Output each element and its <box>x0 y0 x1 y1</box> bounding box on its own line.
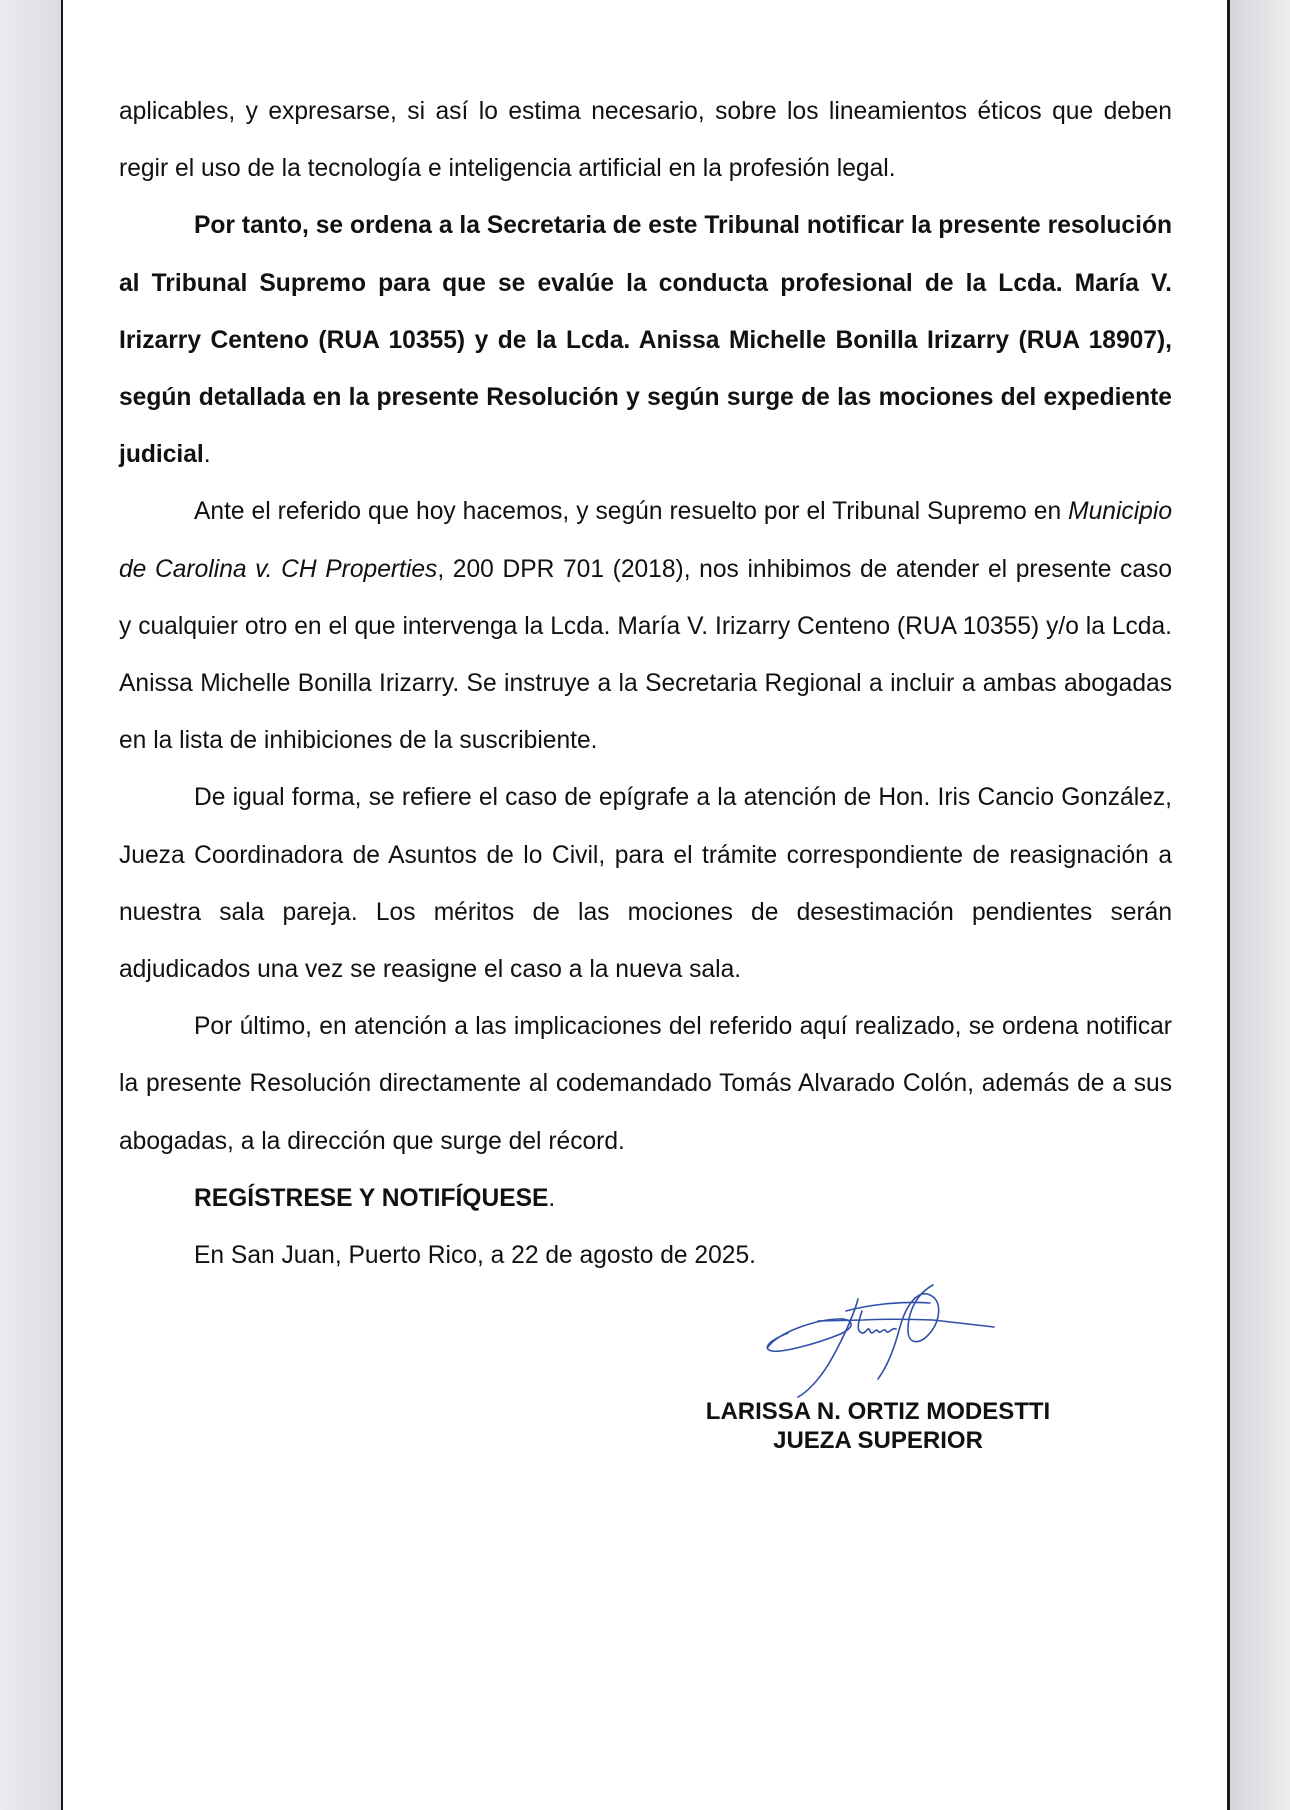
text-line: adjudicados una vez se reasigne el caso a la nueva sala. <box>119 956 742 984</box>
text-line: Irizarry Centeno (RUA 10355) y de la Lcda. Anissa Michelle Bonilla Irizarry (RUA 18907), <box>119 326 1172 354</box>
punctuation: . <box>548 1184 556 1212</box>
text-line: al Tribunal Supremo para que se evalúe la conducta profesional de la Lcda. María V. <box>119 269 1172 297</box>
text-line: Jueza Coordinadora de Asuntos de lo Civil, para el trámite correspondiente de reasignación a <box>119 841 1172 869</box>
paragraph-inhibition <box>119 483 1172 769</box>
text-line: en la lista de inhibiciones de la suscribiente. <box>119 727 598 755</box>
text-segment: Ante el referido que hoy hacemos, y según resuelto por el Tribunal Supremo en <box>194 498 1069 526</box>
text-line: De igual forma, se refiere el caso de epígrafe a la atención de Hon. Iris Cancio González, <box>194 784 1172 812</box>
document-page <box>61 0 1230 1810</box>
place-date: En San Juan, Puerto Rico, a 22 de agosto de 2025. <box>194 1242 756 1270</box>
text-line: la presente Resolución directamente al codemandado Tomás Alvarado Colón, además de a sus <box>119 1070 1172 1098</box>
viewer-right-margin <box>1230 0 1290 1810</box>
text-line: Por último, en atención a las implicaciones del referido aquí realizado, se ordena notificar <box>194 1013 1172 1041</box>
punctuation: . <box>203 441 211 469</box>
text-line: nuestra sala pareja. Los méritos de las mociones de desestimación pendientes serán <box>119 898 1172 926</box>
text-line <box>119 426 1172 483</box>
text-line: regir el uso de la tecnología e inteligencia artificial en la profesión legal. <box>119 155 896 183</box>
text-line <box>119 483 1172 540</box>
document-body <box>119 83 1172 1284</box>
text-line: Anissa Michelle Bonilla Irizarry. Se instruye a la Secretaria Regional a incluir a ambas abogadas <box>119 670 1172 698</box>
signer-name: LARISSA N. ORTIZ MODESTTI <box>705 1398 1051 1425</box>
register-notify-line <box>119 1170 1172 1227</box>
text-line: aplicables, y expresarse, si así lo estima necesario, sobre los lineamientos éticos que deben <box>119 98 1172 125</box>
handwritten-signature <box>758 1275 1008 1400</box>
text-segment: , 200 DPR 701 (2018), nos inhibimos de atender el presente caso <box>437 555 1172 583</box>
bold-word: judicial <box>119 441 204 469</box>
paragraph-ethics <box>119 83 1172 197</box>
register-heading: REGÍSTRESE Y NOTIFÍQUESE <box>194 1184 549 1212</box>
case-citation: Municipio <box>1068 498 1172 526</box>
paragraph-notify-codefendant <box>119 998 1172 1170</box>
text-line <box>119 541 1172 598</box>
paragraph-reassignment <box>119 769 1172 998</box>
text-line: según detallada en la presente Resolución y según surge de las mociones del expediente <box>119 384 1172 412</box>
signer-title: JUEZA SUPERIOR <box>773 1427 983 1454</box>
case-citation: de Carolina v. CH Properties <box>119 555 438 583</box>
paragraph-order-notify <box>119 197 1172 483</box>
viewer-left-margin <box>0 0 61 1810</box>
text-line: abogadas, a la dirección que surge del récord. <box>119 1127 625 1155</box>
signature-block <box>663 1397 1093 1455</box>
text-line: y cualquier otro en el que intervenga la Lcda. María V. Irizarry Centeno (RUA 10355) y/o la Lcda. <box>119 612 1172 640</box>
text-line: Por tanto, se ordena a la Secretaria de este Tribunal notificar la presente resolución <box>194 212 1172 240</box>
